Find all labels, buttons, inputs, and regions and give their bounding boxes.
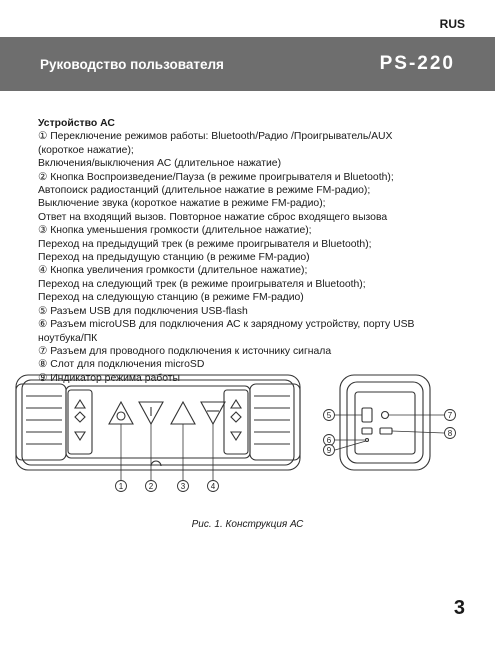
description-line: ⑦ Разъем для проводного подключения к источнику сигнала (38, 345, 332, 357)
description-line: Переход на предыдущую станцию (в режиме FM-радио) (38, 252, 310, 264)
front-callouts (116, 481, 219, 492)
svg-text:3: 3 (180, 482, 186, 491)
description-line: ③ Кнопка уменьшения громкости (длительное нажатие); (38, 225, 312, 237)
description-line: ⑧ Слот для подключения microSD (38, 359, 205, 371)
speaker-front-view (16, 375, 300, 470)
svg-text:8: 8 (447, 429, 453, 438)
svg-text:7: 7 (447, 411, 453, 420)
section-heading: Устройство АС (38, 118, 115, 129)
description-line: Переход на следующую станцию (в режиме FM-радио) (38, 292, 304, 304)
description-line: (короткое нажатие); (38, 144, 134, 156)
svg-text:2: 2 (148, 482, 154, 491)
callout-9 (324, 445, 335, 456)
svg-text:6: 6 (326, 436, 332, 445)
description-lines (38, 130, 458, 385)
language-label: RUS (439, 17, 465, 31)
page-number: 3 (453, 597, 465, 619)
model-name: PS-220 (379, 53, 455, 74)
description-line: ① Переключение режимов работы: Bluetooth/Радио /Проигрыватель/AUX (38, 131, 393, 143)
speaker-side-view (340, 375, 430, 470)
svg-text:1: 1 (118, 482, 124, 491)
svg-text:9: 9 (326, 446, 332, 455)
description-line: Автопоиск радиостанций (длительное нажатие в режиме FM-радио); (38, 185, 371, 197)
callout-1 (116, 481, 127, 492)
description-line: ⑨ Индикатор режима работы (38, 372, 180, 384)
description-line: ⑤ Разъем USB для подключения USB-flash (38, 305, 248, 317)
svg-text:5: 5 (326, 411, 332, 420)
callout-6 (324, 435, 335, 446)
callout-3 (178, 481, 189, 492)
description-line: Выключение звука (короткое нажатие в режиме FM-радио); (38, 198, 326, 210)
front-leader-lines (121, 424, 213, 482)
device-description (38, 117, 458, 385)
callout-8 (445, 428, 456, 439)
callout-7 (445, 410, 456, 421)
header-banner (0, 37, 495, 91)
description-line: Переход на следующий трек (в режиме проигрывателя и Bluetooth); (38, 278, 366, 290)
callout-4 (208, 481, 219, 492)
figure-caption: Рис. 1. Конструкция АС (191, 519, 304, 530)
device-figure (10, 370, 480, 510)
callout-5 (324, 410, 335, 421)
description-line: Ответ на входящий вызов. Повторное нажатие сброс входящего вызова (38, 211, 388, 223)
manual-title: Руководство пользователя (40, 56, 224, 72)
description-line: ② Кнопка Воспроизведение/Пауза (в режиме проигрывателя и Bluetooth); (38, 171, 394, 183)
callout-2 (146, 481, 157, 492)
description-line: ноутбука/ПК (38, 332, 98, 344)
device-drawing (10, 370, 480, 510)
description-line: ⑥ Разъем microUSB для подключения АС к зарядному устройству, порту USB (38, 319, 415, 331)
description-line: Переход на предыдущий трек (в режиме проигрывателя и Bluetooth); (38, 238, 372, 250)
side-leader-lines (335, 415, 444, 450)
description-line: Включения/выключения АС (длительное нажатие) (38, 158, 282, 170)
svg-text:4: 4 (210, 482, 216, 491)
description-line: ④ Кнопка увеличения громкости (длительное нажатие); (38, 265, 308, 277)
